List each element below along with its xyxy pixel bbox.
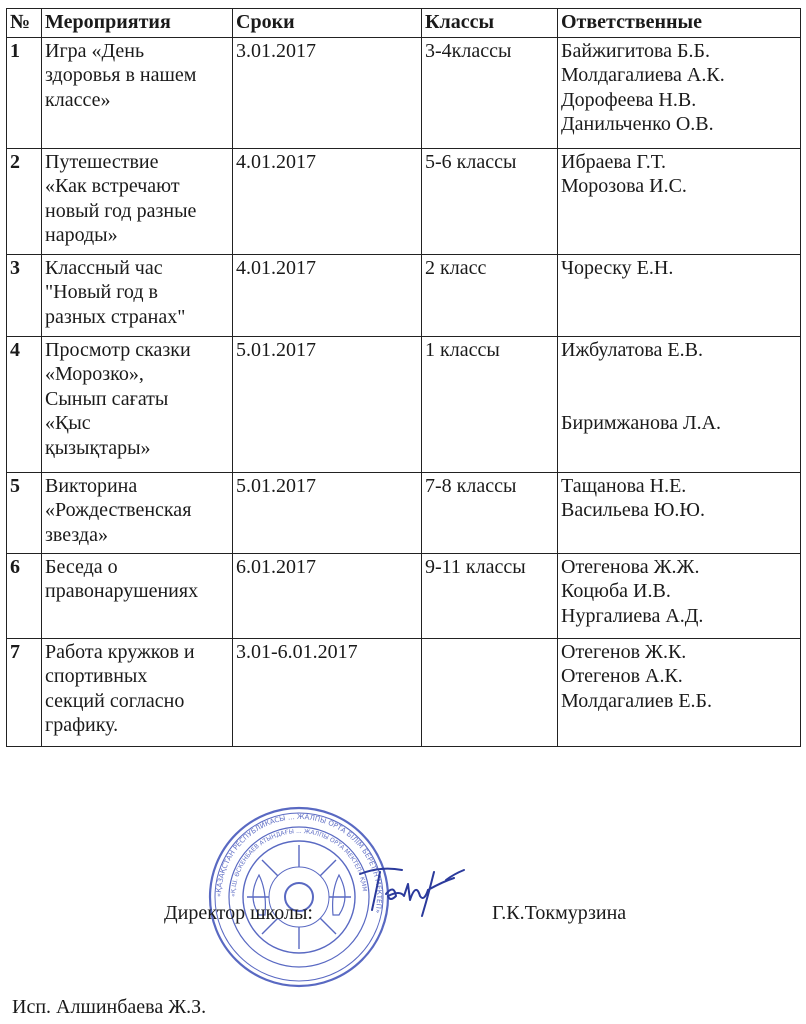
row-number: 6 [7, 553, 42, 638]
row-classes: 3-4классы [422, 37, 558, 148]
row-number: 2 [7, 148, 42, 254]
events-table-wrapper [6, 8, 800, 747]
row-responsible: Ижбулатова Е.В. Биримжанова Л.А. [558, 336, 801, 472]
header-number: № [7, 9, 42, 38]
events-table [6, 8, 801, 747]
director-name: Г.К.Токмурзина [492, 902, 627, 924]
row-date: 4.01.2017 [233, 148, 422, 254]
row-responsible: Отегенова Ж.Ж. Коцюба И.В. Нургалиева А.Д. [558, 553, 801, 638]
row-event: Беседа о правонарушениях [42, 553, 233, 638]
row-classes: 1 классы [422, 336, 558, 472]
row-classes [422, 638, 558, 746]
row-date: 4.01.2017 [233, 254, 422, 336]
header-event: Мероприятия [42, 9, 233, 38]
stamp-inner-text: «Қ.Ш. ӨСКЕНБАЕВ АТЫНДАҒЫ ... ЖАЛПЫ ОРТА МЕКТЕП» ҚММ [229, 827, 368, 898]
row-number: 3 [7, 254, 42, 336]
row-responsible: Байжигитова Б.Б. Молдагалиева А.К. Дорофеева Н.В. Данильченко О.В. [558, 37, 801, 148]
table-row [7, 148, 801, 254]
row-event: Игра «День здоровья в нашем классе» [42, 37, 233, 148]
row-responsible: Тащанова Н.Е. Васильева Ю.Ю. [558, 472, 801, 553]
row-responsible: Чореску Е.Н. [558, 254, 801, 336]
row-classes: 7-8 классы [422, 472, 558, 553]
header-responsible: Ответственные [558, 9, 801, 38]
table-row [7, 254, 801, 336]
director-signature [350, 860, 470, 920]
row-number: 1 [7, 37, 42, 148]
table-row [7, 336, 801, 472]
row-date: 3.01.2017 [233, 37, 422, 148]
row-number: 7 [7, 638, 42, 746]
header-classes: Классы [422, 9, 558, 38]
table-row [7, 553, 801, 638]
row-event: Путешествие «Как встречают новый год разные народы» [42, 148, 233, 254]
table-row [7, 638, 801, 746]
table-header-row [7, 9, 801, 38]
row-responsible: Отегенов Ж.К. Отегенов А.К. Молдагалиев Е.Б. [558, 638, 801, 746]
table-row [7, 472, 801, 553]
row-event: Работа кружков и спортивных секций согласно графику. [42, 638, 233, 746]
row-classes: 2 класс [422, 254, 558, 336]
director-label: Директор школы: [164, 902, 313, 924]
row-date: 6.01.2017 [233, 553, 422, 638]
row-event: Классный час "Новый год в разных странах" [42, 254, 233, 336]
row-responsible: Ибраева Г.Т. Морозова И.С. [558, 148, 801, 254]
row-date: 5.01.2017 [233, 472, 422, 553]
stamp-outer-text: «ҚАЗАҚСТАН РЕСПУБЛИКАСЫ ... ЖАЛПЫ ОРТА БІЛІМ БЕРЕТІН МЕКТЕП» [214, 812, 384, 915]
row-event: Викторина «Рождественская звезда» [42, 472, 233, 553]
row-event: Просмотр сказки «Морозко», Сынып сағаты «Қыс қызықтары» [42, 336, 233, 472]
header-date: Сроки [233, 9, 422, 38]
executor-note: Исп. Алшинбаева Ж.З. [12, 996, 207, 1018]
row-date: 3.01-6.01.2017 [233, 638, 422, 746]
row-number: 4 [7, 336, 42, 472]
row-classes: 9-11 классы [422, 553, 558, 638]
table-row [7, 37, 801, 148]
row-classes: 5-6 классы [422, 148, 558, 254]
row-date: 5.01.2017 [233, 336, 422, 472]
row-number: 5 [7, 472, 42, 553]
